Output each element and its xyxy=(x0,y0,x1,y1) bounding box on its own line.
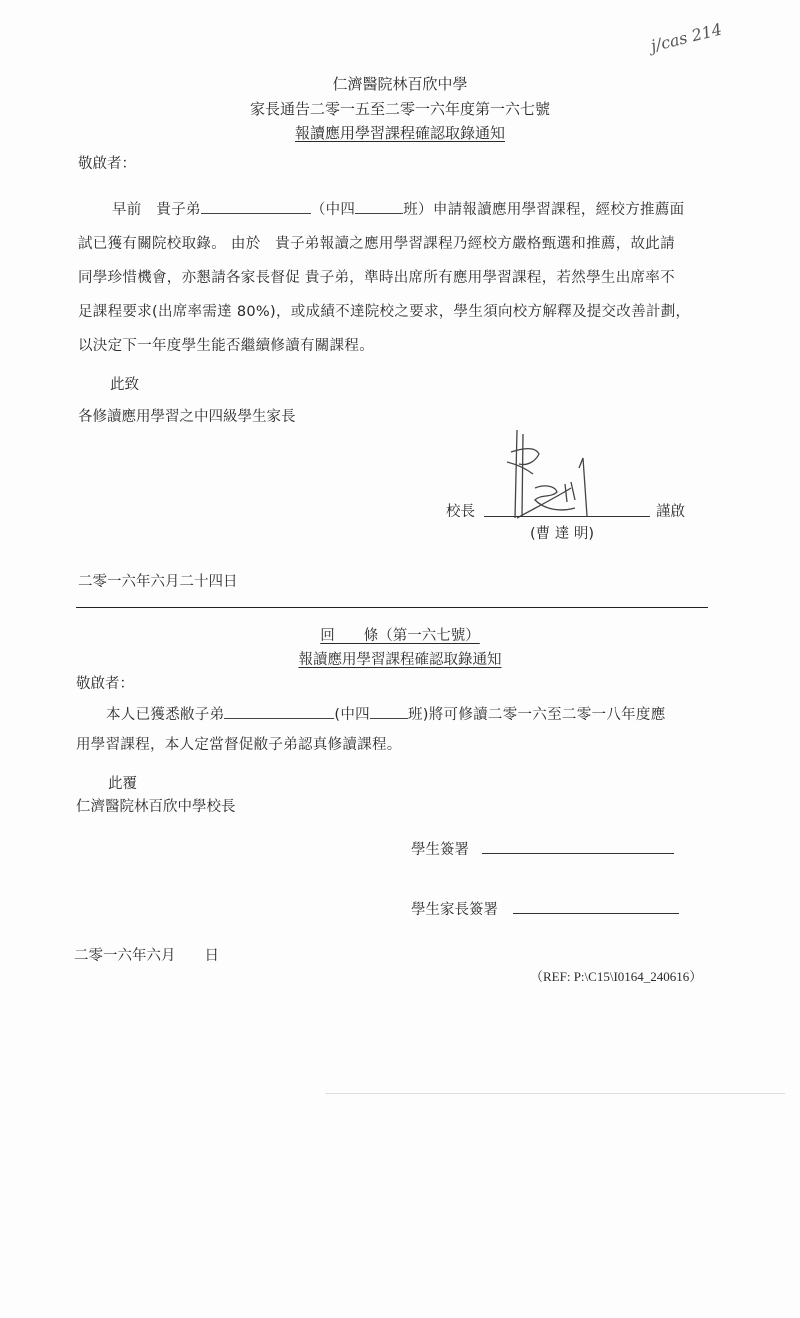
reply-body-part: 本人已獲悉敝子弟 xyxy=(106,707,225,723)
reply-slip-title xyxy=(0,624,800,645)
student-signature-label: 學生簽署 xyxy=(411,842,469,858)
signature-stroke xyxy=(517,488,571,518)
class-blank[interactable] xyxy=(355,199,403,214)
reply-student-name-blank[interactable] xyxy=(224,704,334,719)
school-name: 仁濟醫院林百欣中學 xyxy=(332,75,468,93)
reply-slip-subtitle-text: 報讀應用學習課程確認取錄通知 xyxy=(298,652,502,668)
reply-slip-title-text: 回 條（第一六七號） xyxy=(320,628,480,644)
student-name-blank[interactable] xyxy=(201,199,311,214)
notice-number: 家長通告二零一五至二零一六年度第一六七號 xyxy=(249,100,550,118)
reply-body xyxy=(76,700,716,760)
principal-name: (曹 達 明) xyxy=(530,526,595,542)
notice-body-line-1 xyxy=(78,193,718,227)
notice-date: 二零一六年六月二十四日 xyxy=(78,574,238,590)
reply-body-line-1 xyxy=(76,700,716,730)
signature-stroke xyxy=(565,482,575,502)
notice-body-part: 班）申請報讀應用學習課程，經校方推薦面 xyxy=(403,202,685,218)
notice-body-line-2: 試已獲有關院校取錄。 由於 貴子弟報讀之應用學習課程乃經校方嚴格甄選和推薦，故此請 xyxy=(78,236,675,252)
signature-stroke xyxy=(522,434,523,516)
reply-date: 二零一六年六月 日 xyxy=(74,948,219,964)
notice-title xyxy=(0,122,800,143)
student-signature-field[interactable] xyxy=(482,853,674,854)
tear-off-divider xyxy=(76,607,708,608)
parent-signature-field[interactable] xyxy=(513,913,679,914)
reply-class-blank[interactable] xyxy=(370,704,408,719)
principal-signature xyxy=(505,428,625,523)
notice-body-line-5: 以決定下一年度學生能否繼續修讀有關課程。 xyxy=(78,338,374,354)
signature-stroke xyxy=(511,449,539,465)
scan-artifact-line xyxy=(325,1093,785,1094)
reply-body-line-2: 用學習課程，本人定當督促敝子弟認真修讀課程。 xyxy=(76,737,402,753)
notice-body-line-3: 同學珍惜機會，亦懇請各家長督促 貴子弟，準時出席所有應用學習課程，若然學生出席率不 xyxy=(78,270,675,286)
notice-body-part: 早前 貴子弟 xyxy=(112,202,201,218)
signature-stroke xyxy=(515,430,517,518)
reply-slip-subtitle xyxy=(0,648,800,669)
principal-closing: 謹啟 xyxy=(656,504,685,520)
reply-body-part: (中四 xyxy=(334,707,370,723)
salutation: 敬啟者： xyxy=(78,156,136,172)
parent-signature-label: 學生家長簽署 xyxy=(411,902,498,918)
notice-title-text: 報讀應用學習課程確認取錄通知 xyxy=(294,124,505,142)
principal-signature-line xyxy=(484,516,650,517)
reply-body-part: 班)將可修讀二零一六至二零一八年度應 xyxy=(407,707,666,723)
notice-body-part: （中四 xyxy=(310,202,356,218)
closing: 此致 xyxy=(110,377,139,393)
notice-body xyxy=(78,193,718,363)
handwritten-note: j/cas 214 xyxy=(648,19,724,56)
reply-salutation: 敬啟者： xyxy=(76,676,134,692)
reference-code: （REF: P:\C15\I0164_240616） xyxy=(530,969,703,984)
reply-closing: 此覆 xyxy=(108,776,137,792)
recipient: 各修讀應用學習之中四級學生家長 xyxy=(78,409,296,425)
reply-recipient: 仁濟醫院林百欣中學校長 xyxy=(76,799,236,815)
principal-label: 校長 xyxy=(446,504,475,520)
signature-stroke xyxy=(579,458,587,516)
notice-body-line-4: 足課程要求(出席率需達 80%)，或成績不達院校之要求，學生須向校方解釋及提交改善計劃， xyxy=(78,304,691,320)
